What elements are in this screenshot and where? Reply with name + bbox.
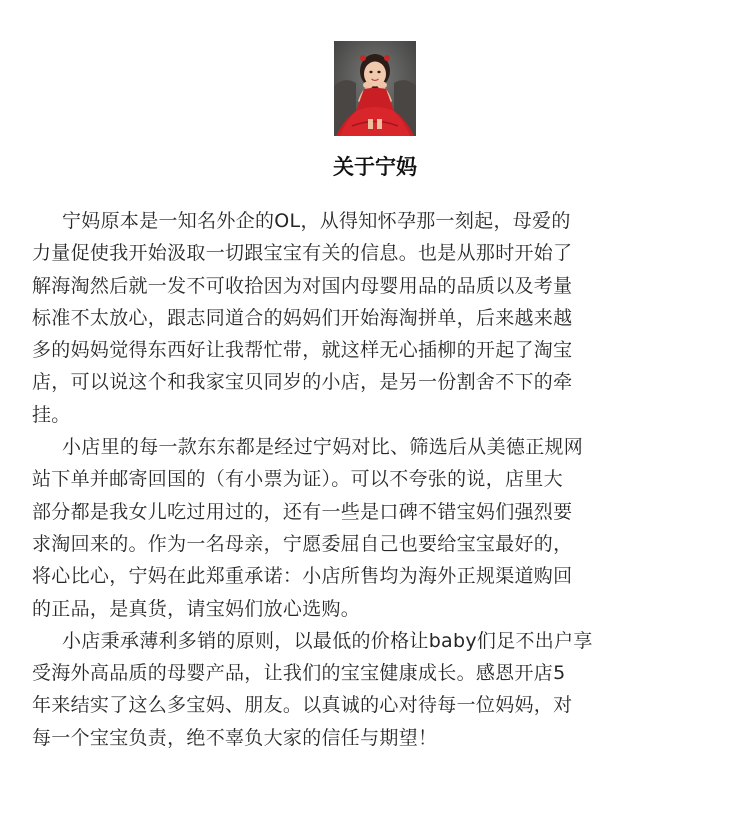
text-line: 的正品，是真货，请宝妈们放心选购。: [32, 597, 361, 620]
text-line: 小店里的每一款东东都是经过宁妈对比、筛选后从美德正规网: [62, 436, 584, 459]
text-line: 小店秉承薄利多销的原则，以最低的价格让baby们足不出户享: [62, 629, 593, 652]
text-line: 力量促使我开始汲取一切跟宝宝有关的信息。也是从那时开始了: [32, 242, 573, 265]
text-line: 多的妈妈觉得东西好让我帮忙带，就这样无心插柳的开起了淘宝: [32, 339, 573, 362]
text-line: 受海外高品质的母婴产品，让我们的宝宝健康成长。感恩开店5: [32, 662, 566, 685]
text-line: 标准不太放心，跟志同道合的妈妈们开始海淘拼单，后来越来越: [32, 306, 573, 329]
paragraph-3: [32, 625, 722, 754]
text-line: 每一个宝宝负责，绝不辜负大家的信任与期望！: [32, 726, 438, 749]
text-line: 站下单并邮寄回国的（有小票为证）。可以不夸张的说，店里大: [32, 468, 563, 491]
paragraph-1: [32, 205, 722, 431]
paragraph-2: [32, 431, 722, 625]
girl-in-red-dress-photo: [334, 41, 416, 136]
text-line: 解海淘然后就一发不可收拾因为对国内母婴用品的品质以及考量: [32, 274, 573, 297]
text-line: 店，可以说这个和我家宝贝同岁的小店，是另一份割舍不下的牵: [32, 371, 573, 394]
text-line: 年来结实了这么多宝妈、朋友。以真诚的心对待每一位妈妈，对: [32, 694, 573, 717]
page-title: 关于宁妈: [333, 155, 417, 179]
text-line: 部分都是我女儿吃过用过的，还有一些是口碑不错宝妈们强烈要: [32, 500, 573, 523]
text-line: 将心比心，宁妈在此郑重承诺：小店所售均为海外正规渠道购回: [32, 565, 573, 588]
article-body: [32, 205, 722, 754]
avatar: [334, 41, 416, 136]
text-line: 宁妈原本是一知名外企的OL，从得知怀孕那一刻起，母爱的: [62, 210, 571, 232]
text-line: 求淘回来的。作为一名母亲，宁愿委屈自己也要给宝宝最好的，: [32, 532, 573, 555]
text-line: 挂。: [32, 403, 71, 426]
